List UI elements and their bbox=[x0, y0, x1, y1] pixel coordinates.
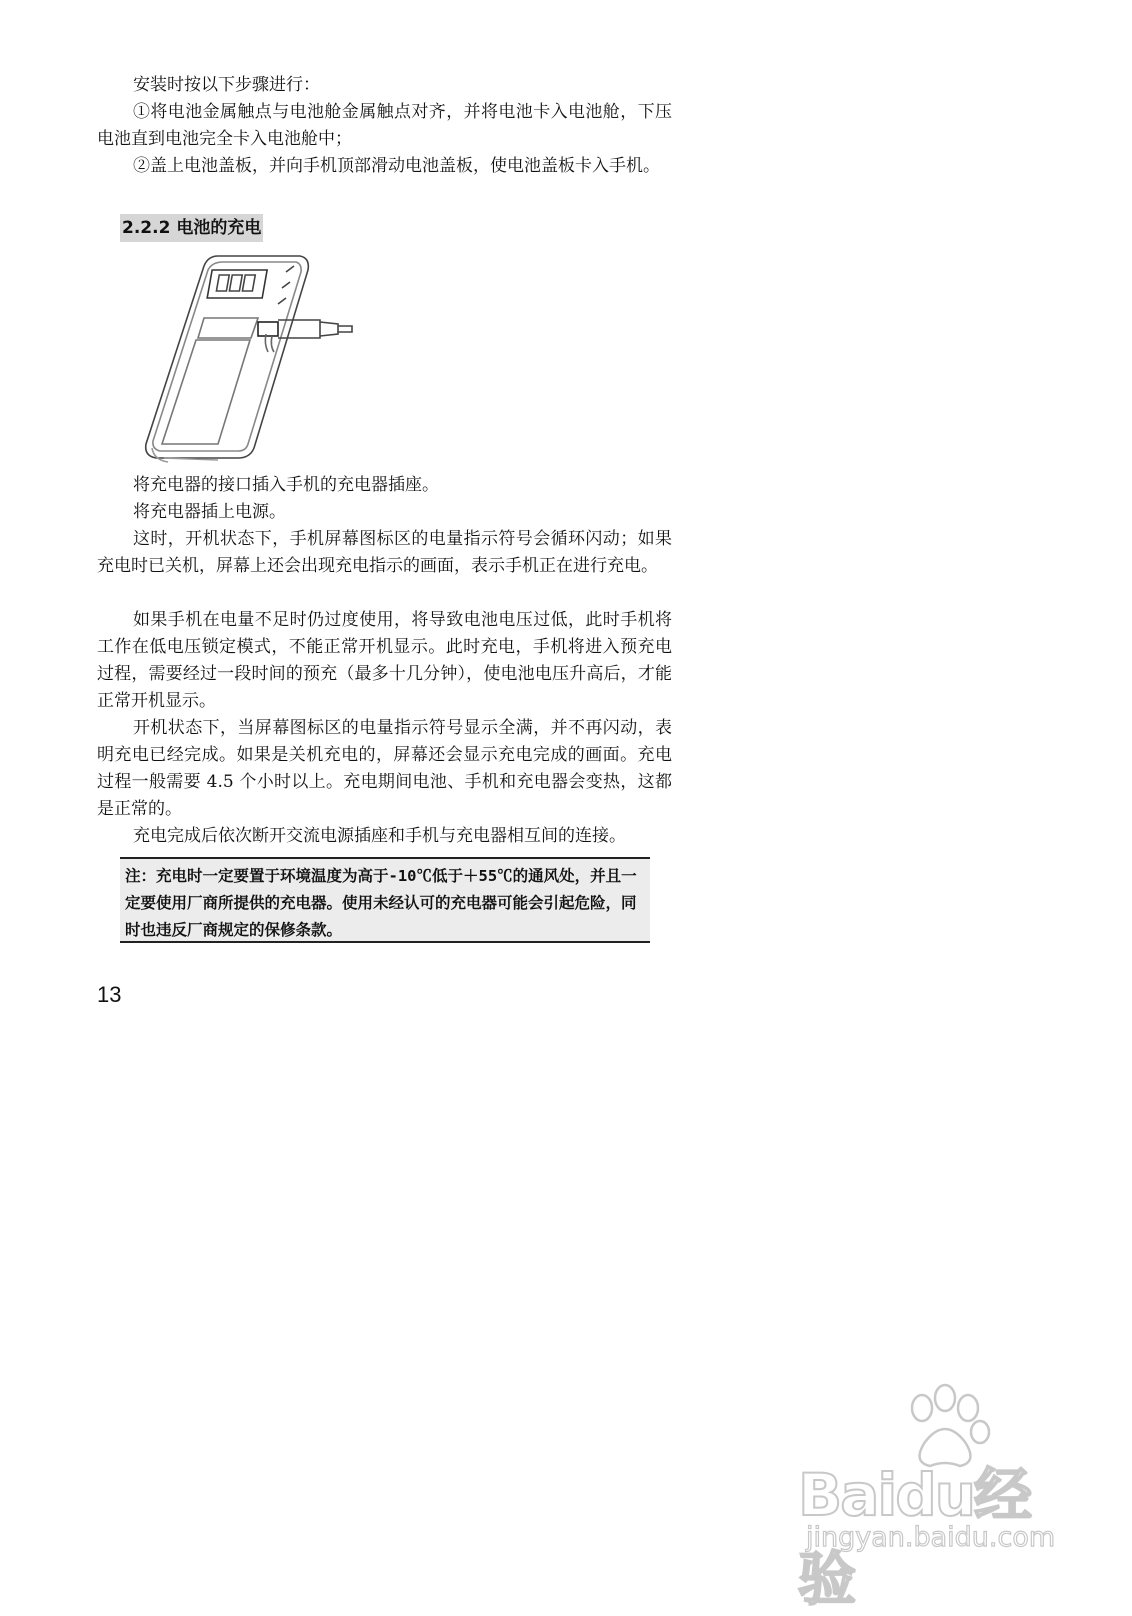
baidu-watermark bbox=[790, 1380, 1080, 1613]
low-voltage-text: 如果手机在电量不足时仍过度使用，将导致电池电压过低，此时手机将工作在低电压锁定模式，不能正常开机显示。此时充电，手机将进入预充电过程，需要经过一段时间的预充（最多十几分钟），使电池电压升高后，才能正常开机显示。 bbox=[97, 610, 672, 711]
watermark-url: jingyan.baidu.com bbox=[806, 1522, 1056, 1553]
charge-step-power: 将充电器插上电源。 bbox=[133, 502, 286, 522]
page-number: 13 bbox=[97, 982, 122, 1007]
section-heading: 2.2.2 电池的充电 bbox=[120, 214, 263, 242]
charging-indicator-text: 这时，开机状态下，手机屏幕图标区的电量指示符号会循环闪动；如果充电时已关机，屏幕上还会出现充电指示的画面，表示手机正在进行充电。 bbox=[97, 529, 672, 576]
safety-note: 注：充电时一定要置于环境温度为高于-10℃低于＋55℃的通风处，并且一定要使用厂商所提供的充电器。使用未经认可的充电器可能会引起危险，同时也违反厂商规定的保修条款。 bbox=[120, 857, 650, 943]
phone-charging-illustration bbox=[138, 248, 368, 468]
charge-step-connect: 将充电器的接口插入手机的充电器插座。 bbox=[133, 475, 439, 495]
charge-complete-text: 开机状态下，当屏幕图标区的电量指示符号显示全满，并不再闪动，表明充电已经完成。如果是关机充电的，屏幕还会显示充电完成的画面。充电过程一般需要 4.5 个小时以上。充电期间电池、手机和充电器会变热，这都是正常的。 bbox=[97, 718, 672, 819]
disconnect-text: 充电完成后依次断开交流电源插座和手机与充电器相互间的连接。 bbox=[133, 826, 626, 846]
install-step-2: ②盖上电池盖板，并向手机顶部滑动电池盖板，使电池盖板卡入手机。 bbox=[133, 156, 660, 176]
install-intro: 安装时按以下步骤进行： bbox=[133, 75, 320, 95]
watermark-logo-text: Baidu经验 bbox=[798, 1461, 1031, 1613]
phone-charger-drawing bbox=[138, 248, 368, 468]
install-step-1: ①将电池金属触点与电池舱金属触点对齐，并将电池卡入电池舱，下压电池直到电池完全卡入电池舱中； bbox=[97, 102, 672, 149]
